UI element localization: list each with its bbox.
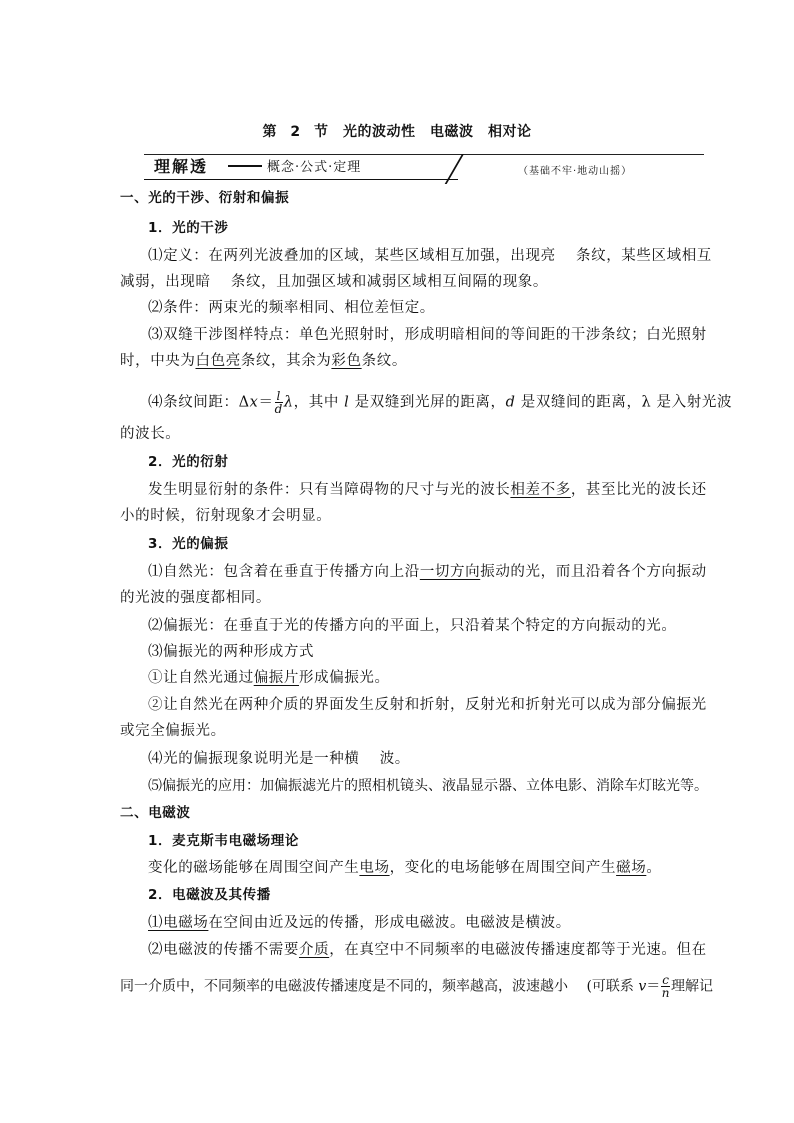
section-heading: 二、电磁波: [120, 805, 191, 821]
paragraph-line: [148, 858, 661, 878]
text-run: 同一介质中，不同频率的电磁波传播速度是不同的，频率越高，波速越小 (可联系: [120, 978, 639, 995]
text-run: ⑷条纹间距：Δ: [148, 394, 250, 411]
underlined-answer: 磁场: [616, 860, 647, 876]
formula-line: [120, 974, 713, 999]
page-title: 第 2 节 光的波动性 电磁波 相对论: [262, 124, 532, 140]
banner-subtitle: 概念·公式·定理: [267, 160, 362, 175]
paragraph-line: ②让自然光在两种介质的界面发生反射和折射，反射光和折射光可以成为部分偏振光: [148, 697, 707, 713]
fraction: [661, 974, 670, 999]
section-banner: [140, 152, 710, 182]
paragraph-line: ⑶偏振光的两种形成方式: [148, 644, 315, 660]
subsection-heading: 3．光的偏振: [148, 536, 229, 552]
text-run: ＝: [258, 394, 274, 411]
underlined-answer: 彩色: [331, 353, 362, 369]
text-run: 是双缝间的距离，λ 是入射光波: [515, 394, 733, 411]
paragraph-line: 或完全偏振光。: [120, 723, 226, 739]
fraction-numerator: c: [662, 973, 670, 987]
variable: d: [505, 394, 516, 411]
subsection-heading: 2．电磁波及其传播: [148, 887, 271, 903]
text-run: ＝: [646, 978, 661, 995]
text-run: 是双缝到光屏的距离，: [349, 394, 506, 411]
fraction-denominator: n: [661, 986, 670, 1000]
paragraph-line: ⑵偏振光：在垂直于光的传播方向的平面上，只沿着某个特定的方向振动的光。: [148, 618, 677, 634]
text-run: 发生明显衍射的条件：只有当障碍物的尺寸与光的波长: [148, 482, 511, 498]
underlined-answer: 电场: [359, 860, 390, 876]
text-run: ，在真空中不同频率的电磁波传播速度都等于光速。但在: [329, 942, 707, 958]
underlined-answer: 白色亮: [195, 353, 241, 369]
text-run: 时，中央为: [120, 353, 196, 369]
text-run: 条纹，其余为: [240, 353, 332, 369]
underlined-answer: 介质: [299, 942, 330, 958]
paragraph-line: ⑸偏振光的应用：加偏振滤光片的照相机镜头、液晶显示器、立体电影、消除车灯眩光等。: [148, 778, 708, 794]
banner-dash: [228, 165, 262, 167]
subsection-heading: 1．光的干涉: [148, 220, 229, 236]
paragraph-line: 的波长。: [120, 426, 181, 442]
fraction: [275, 390, 283, 415]
paragraph-line: 减弱，出现暗 条纹，且加强区域和减弱区域相互间隔的现象。: [120, 274, 549, 290]
paragraph-line: [148, 913, 571, 933]
paragraph-line: [148, 668, 390, 688]
paragraph-line: ⑴定义：在两列光波叠加的区域，某些区域相互加强，出现亮 条纹，某些区域相互: [148, 248, 712, 264]
text-run: ⑵电磁波的传播不需要: [148, 942, 299, 958]
underlined-answer: ⑴电磁场: [148, 915, 209, 931]
paragraph-line: [148, 480, 707, 500]
variable: x: [249, 394, 259, 411]
fraction-numerator: l: [276, 389, 281, 403]
text-run: 形成偏振光。: [299, 670, 390, 686]
variable: l: [344, 394, 350, 411]
text-run: 振动的光，而且沿着各个方向振动: [480, 564, 707, 580]
text-run: ，甚至比光的波长还: [570, 482, 707, 498]
banner-tagline: （基础不牢·地动山摇）: [518, 166, 633, 177]
text-run: ，其中: [293, 394, 345, 411]
underlined-answer: 偏振片: [253, 670, 300, 686]
text-run: 理解记: [671, 978, 714, 995]
text-run: 。: [646, 860, 662, 876]
text-run: 变化的磁场能够在周围空间产生: [148, 860, 360, 876]
formula-line: [148, 390, 732, 415]
variable: v: [638, 978, 647, 995]
subsection-heading: 2．光的衍射: [148, 454, 229, 470]
paragraph-line: 小的时候，衍射现象才会明显。: [120, 508, 332, 524]
banner-brand: 理解透: [154, 157, 209, 176]
text-run: ⑴自然光：包含着在垂直于传播方向上沿: [148, 564, 420, 580]
section-heading: 一、光的干涉、衍射和偏振: [120, 190, 290, 206]
subsection-heading: 1．麦克斯韦电磁场理论: [148, 833, 299, 849]
paragraph-line: [148, 562, 707, 582]
paragraph-line: 的光波的强度都相同。: [120, 590, 271, 606]
paragraph-line: [148, 940, 707, 960]
paragraph-line: ⑷光的偏振现象说明光是一种横 波。: [148, 751, 410, 767]
variable: λ: [283, 394, 294, 411]
banner-top-rule: [144, 154, 704, 155]
paragraph-line: ⑶双缝干涉图样特点：单色光照射时，形成明暗相间的等间距的干涉条纹；白光照射: [148, 327, 707, 343]
paragraph-line: [120, 351, 407, 371]
banner-bottom-rule: [144, 179, 458, 180]
fraction-denominator: d: [274, 402, 283, 416]
text-run: ①让自然光通过: [148, 670, 254, 686]
text-run: 在空间由近及远的传播，形成电磁波。电磁波是横波。: [208, 915, 571, 931]
text-run: 条纹。: [361, 353, 407, 369]
paragraph-line: ⑵条件：两束光的频率相同、相位差恒定。: [148, 300, 435, 316]
underlined-answer: 相差不多: [510, 482, 571, 498]
underlined-answer: 一切方向: [419, 564, 481, 580]
text-run: ，变化的电场能够在周围空间产生: [389, 860, 617, 876]
